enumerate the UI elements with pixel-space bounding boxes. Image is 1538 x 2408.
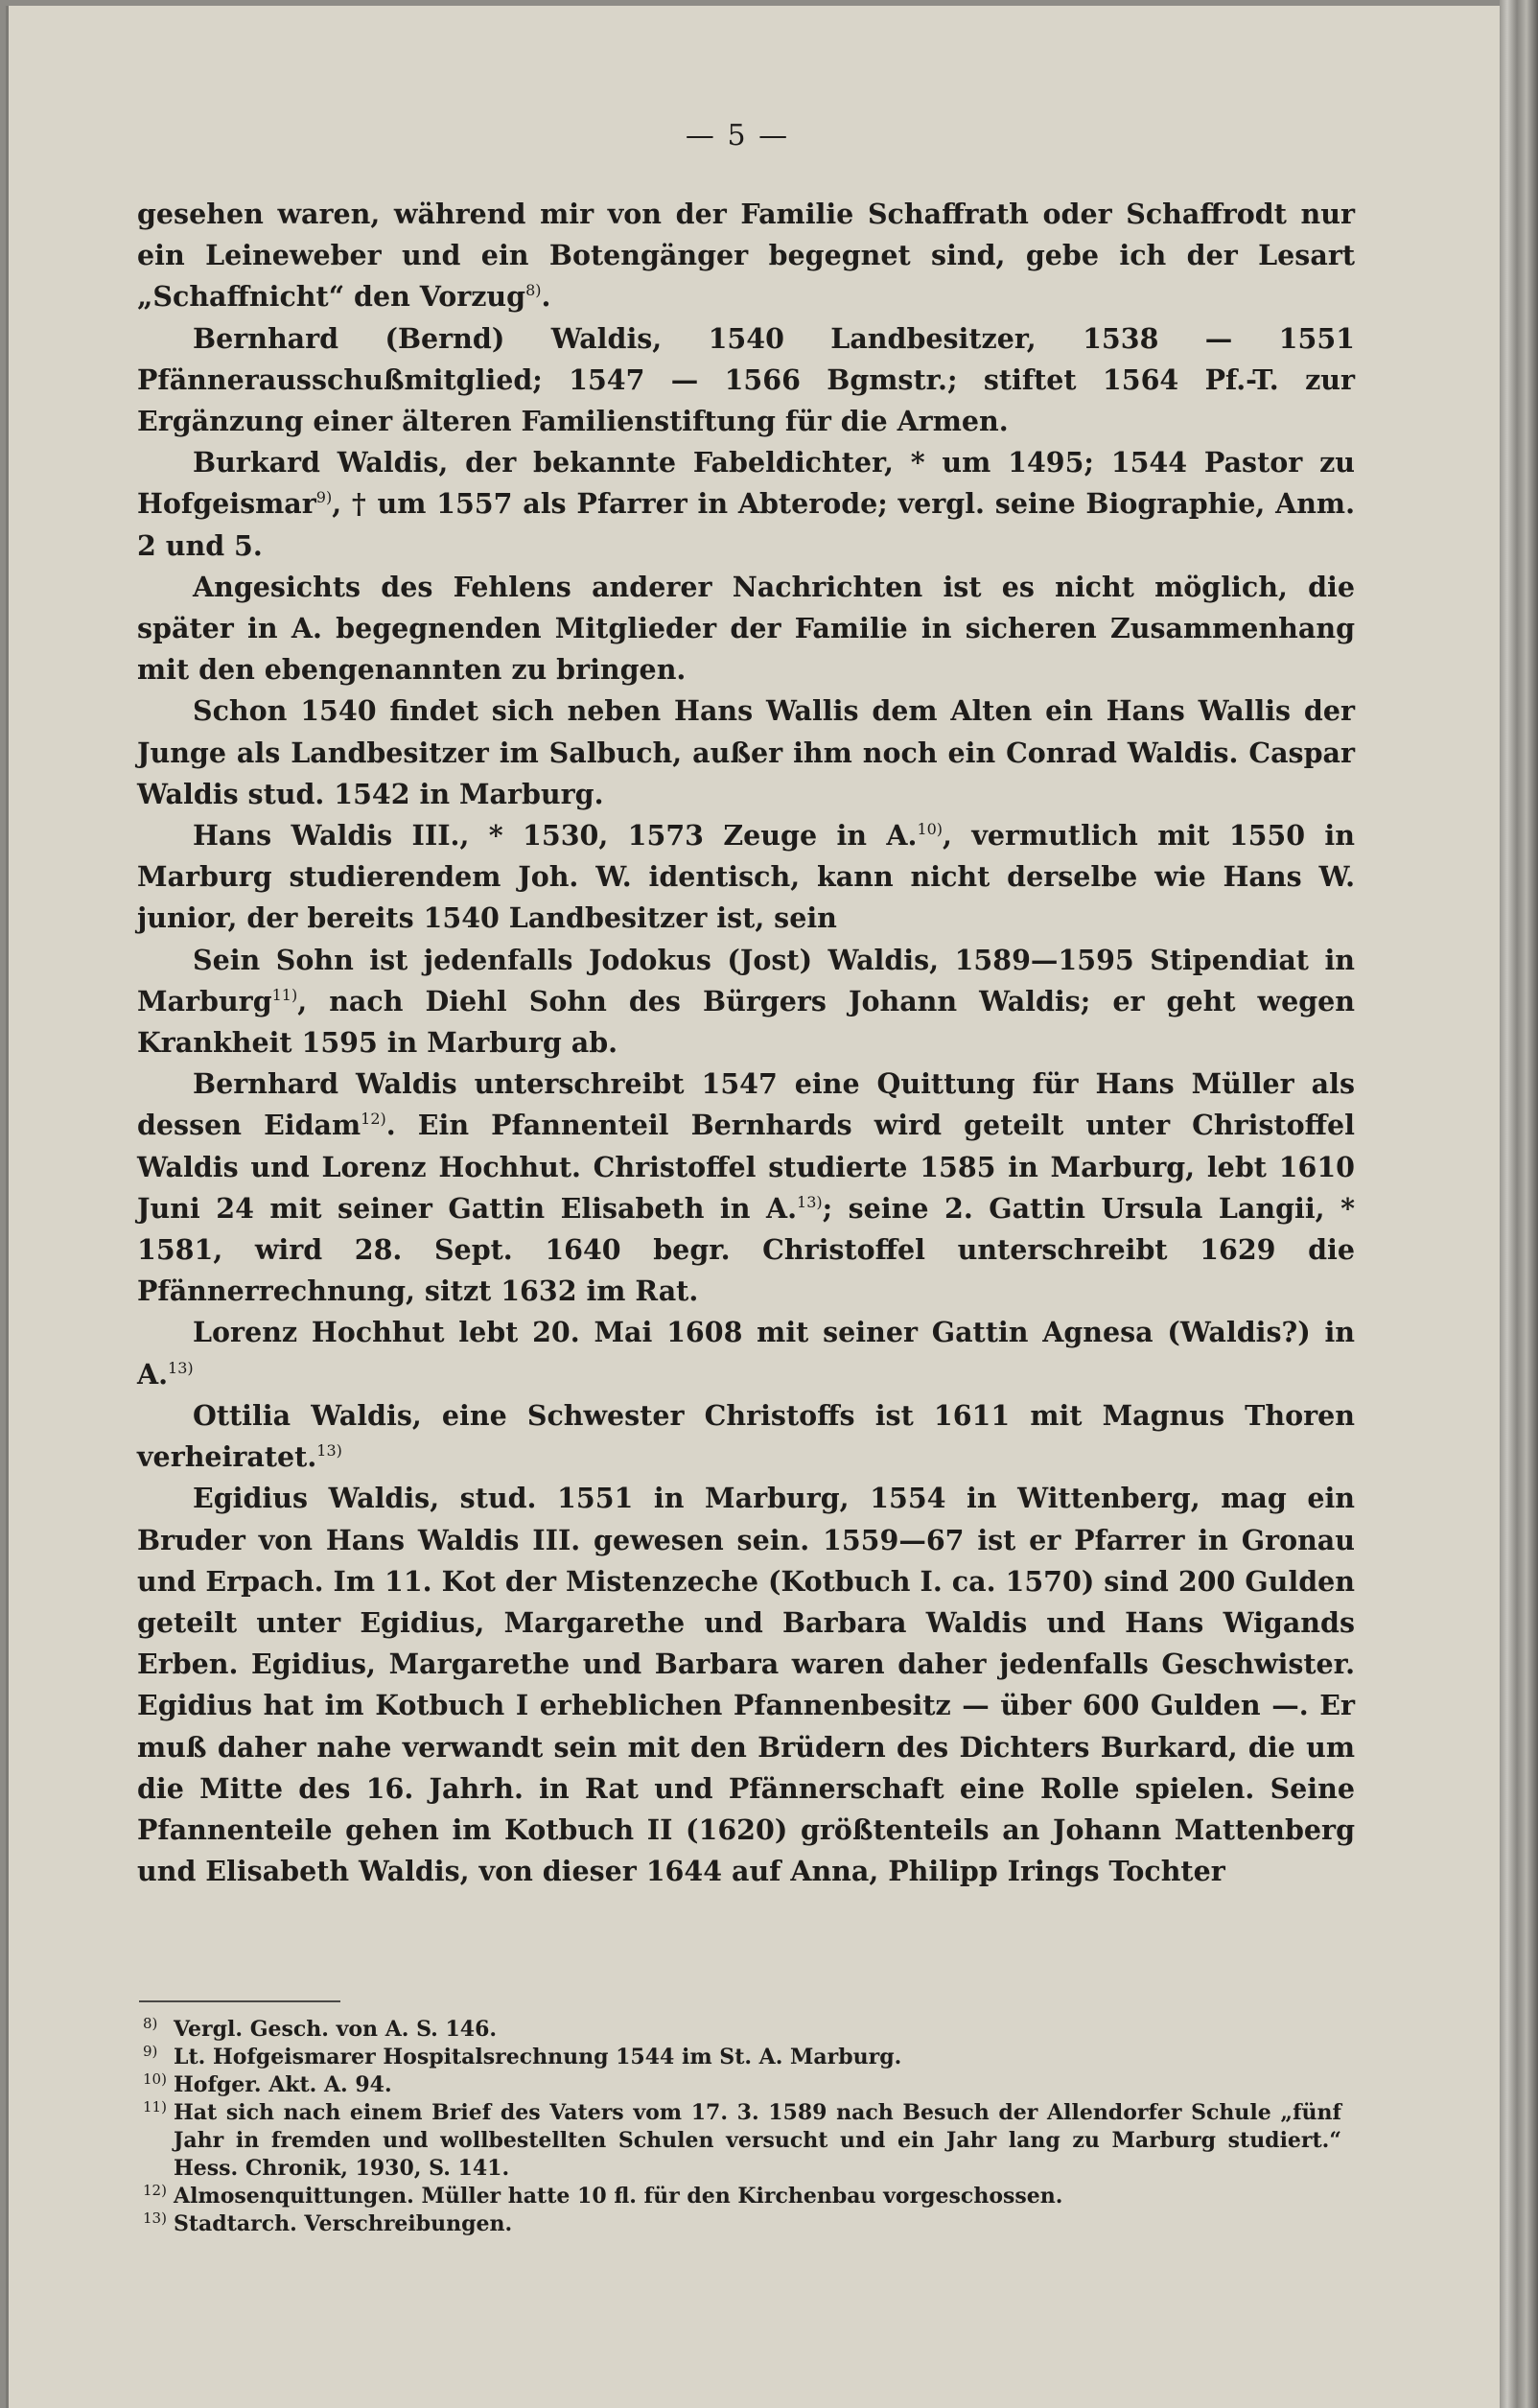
footnote-ref-13[interactable]: 13) bbox=[316, 1441, 342, 1461]
footnote-8: 8) Vergl. Gesch. von A. S. 146. bbox=[143, 2015, 498, 2042]
footnote-ref-13[interactable]: 13) bbox=[797, 1192, 823, 1211]
paragraph-1: gesehen waren, während mir von der Familie Schaffrath oder Schaffrodt nur ein Leineweber und ein Botengänger begegnet sind, gebe ich der Lesart „Schaffnicht“ den Vorzug$^{8)}$. bbox=[137, 198, 1355, 314]
page-number: — 5 — bbox=[685, 119, 790, 152]
paragraph-lorenz-hochhut: Lorenz Hochhut lebt 20. Mai 1608 mit seiner Gattin Agnesa (Waldis?) in A.$^{13)}$ bbox=[137, 1316, 1355, 1391]
footnote-ref-10[interactable]: 10) bbox=[917, 820, 944, 839]
paragraph-burkard: Burkard Waldis, der bekannte Fabeldichter, * um 1495; 1544 Pastor zu Hofgeismar$^{9)}$, † um 1557 als Pfarrer in Abterode; vergl. seine Biographie, Anm. 2 und 5. bbox=[137, 446, 1355, 562]
paragraph-egidius: Egidius Waldis, stud. 1551 in Marburg, 1554 in Wittenberg, mag ein Bruder von Hans Waldis III. gewesen sein. 1559—67 ist er Pfarrer in Gronau und Erpach. Im 11. Kot der Mistenzeche (Kotbuch I. ca. 1570) sind 200 Gulden geteilt unter Egidius, Margarethe und Barbara Waldis und Hans Wigands Erben. Egidius, Margarethe und Barbara waren daher jedenfalls Geschwister. Egidius hat im Kotbuch I erheblichen Pfannenbesitz — über 600 Gulden —. Er muß daher nahe verwandt sein mit den Brüdern des Dichters Burkard, die um die Mitte des 16. Jahrh. in Rat und Pfännerschaft eine Rolle spielen. Seine Pfannenteile gehen im Kotbuch II (1620) größtenteils an Johann Mattenberg und Elisabeth Waldis, von dieser 1644 auf Anna, Philipp Irings Tochter bbox=[137, 1482, 1355, 1888]
footnote-12: 12) Almosenquittungen. Müller hatte 10 fl. für den Kirchenbau vorgeschossen. bbox=[143, 2182, 1063, 2209]
book-page bbox=[6, 6, 1500, 2408]
footnote-10: 10) Hofger. Akt. A. 94. bbox=[143, 2070, 392, 2097]
footnote-ref-9[interactable]: 9) bbox=[315, 488, 333, 507]
paragraph-hans-waldis-iii: Hans Waldis III., * 1530, 1573 Zeuge in A.$^{10)}$, vermutlich mit 1550 in Marburg studierendem Joh. W. identisch, kann nicht derselbe wie Hans W. junior, der bereits 1540 Landbesitzer ist, sein bbox=[137, 819, 1355, 935]
footnote-ref-12[interactable]: 12) bbox=[361, 1110, 386, 1129]
footnote-11: 11) Hat sich nach einem Brief des Vaters vom 17. 3. 1589 nach Besuch der Allendorfer Schule „fünf Jahr in fremden und wollbestellten Schulen versucht und ein Jahr lang zu Marburg studiert.“ Hess. Chronik, 1930, S. 141. bbox=[143, 2098, 1341, 2181]
book-page-edge bbox=[1500, 0, 1538, 2408]
paragraph-bernhard-quittung: Bernhard Waldis unterschreibt 1547 eine Quittung für Hans Müller als dessen Eidam$^{12)}$. Ein Pfannenteil Bernhards wird geteilt unter Christoffel Waldis und Lorenz Hochhut. Christoffel studierte 1585 in Marburg, lebt 1610 Juni 24 mit seiner Gattin Elisabeth in A.$^{13)}$; seine 2. Gattin Ursula Langii, * 1581, wird 28. Sept. 1640 begr. Christoffel unterschreibt 1629 die Pfännerrechnung, sitzt 1632 im Rat. bbox=[137, 1067, 1355, 1308]
body-text bbox=[137, 194, 1355, 1892]
paragraph-angesichts: Angesichts des Fehlens anderer Nachrichten ist es nicht möglich, die später in A. begegnenden Mitglieder der Familie in sicheren Zusammenhang mit den ebengenannten zu bringen. bbox=[137, 570, 1355, 687]
paragraph-jodokus: Sein Sohn ist jedenfalls Jodokus (Jost) Waldis, 1589—1595 Stipendiat in Marburg$^{11)}$, nach Diehl Sohn des Bürgers Johann Waldis; er geht wegen Krankheit 1595 in Marburg ab. bbox=[137, 943, 1355, 1060]
paragraph-ottilia: Ottilia Waldis, eine Schwester Christoffs ist 1611 mit Magnus Thoren verheiratet.$^{13)}$ bbox=[137, 1398, 1355, 1474]
footnote-ref-8[interactable]: 8) bbox=[525, 281, 542, 300]
footnote-ref-11[interactable]: 11) bbox=[271, 985, 298, 1004]
footnote-13: 13) Stadtarch. Verschreibungen. bbox=[143, 2209, 513, 2236]
footnote-divider bbox=[139, 2000, 340, 2002]
paragraph-schon-1540: Schon 1540 findet sich neben Hans Wallis dem Alten ein Hans Wallis der Junge als Landbesitzer im Salbuch, außer ihm noch ein Conrad Waldis. Caspar Waldis stud. 1542 in Marburg. bbox=[137, 694, 1355, 810]
footnote-9: 9) Lt. Hofgeismarer Hospitalsrechnung 1544 im St. A. Marburg. bbox=[143, 2043, 902, 2069]
footnotes bbox=[143, 2016, 1341, 2238]
paragraph-bernhard: Bernhard (Bernd) Waldis, 1540 Landbesitzer, 1538 — 1551 Pfännerausschußmitglied; 1547 — 1566 Bgmstr.; stiftet 1564 Pf.-T. zur Ergänzung einer älteren Familienstiftung für die Armen. bbox=[137, 321, 1355, 438]
footnote-ref-13[interactable]: 13) bbox=[168, 1358, 194, 1377]
